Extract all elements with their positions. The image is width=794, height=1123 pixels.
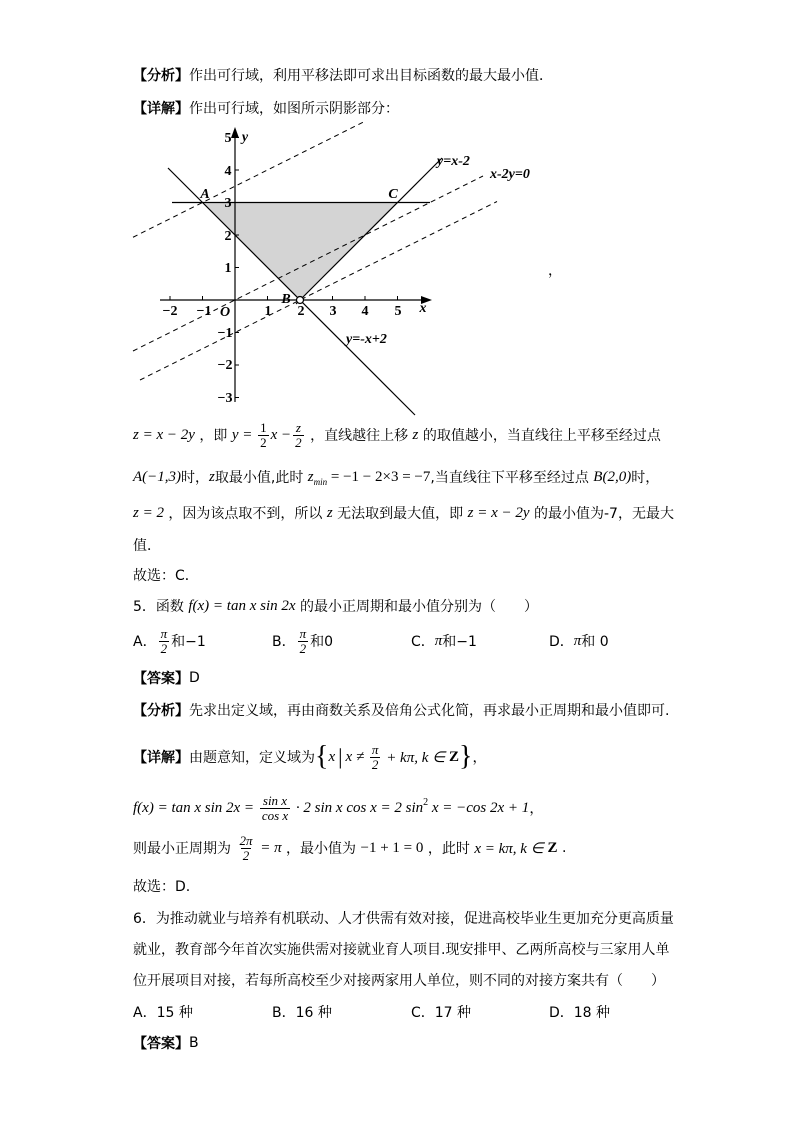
option-text: A．15 种 xyxy=(133,1005,193,1021)
q4-detail-line-1 xyxy=(133,417,661,453)
q5-conclusion xyxy=(133,868,190,904)
math: + kπ, k ∈ xyxy=(382,749,449,766)
x-tick-label: −1 xyxy=(196,304,212,319)
y-axis-arrow xyxy=(231,127,239,138)
text: 的最小正周期和最小值分别为（ ） xyxy=(295,599,538,615)
math: z xyxy=(209,468,215,485)
q4-analysis xyxy=(133,57,553,93)
objective-function: z = x − 2y xyxy=(133,426,195,443)
fraction-numerator: 1 xyxy=(260,419,267,435)
text: ， xyxy=(529,801,544,817)
math: z xyxy=(326,504,333,521)
math: f(x) = tan x sin 2x = xyxy=(133,799,258,816)
fraction-denominator: 2 xyxy=(371,756,379,772)
y-tick-label: 2 xyxy=(224,229,232,244)
point-a: A(−1,3) xyxy=(133,468,182,485)
set-brace-open: { xyxy=(315,741,329,772)
text: 值． xyxy=(133,538,161,554)
point-a-label: A xyxy=(200,187,210,202)
text: ，最小值为 xyxy=(281,841,361,857)
math: x ≠ xyxy=(345,748,368,765)
option-label: C． xyxy=(411,634,435,650)
line-label-x-minus-2y-0: x-2y=0 xyxy=(490,167,530,182)
y-tick-marks xyxy=(235,138,239,398)
text: ， xyxy=(472,750,487,766)
feasible-region-graph xyxy=(125,118,555,418)
set-bar: | xyxy=(338,744,343,769)
option-text: 和−1 xyxy=(171,634,206,650)
comma: ， xyxy=(548,263,562,279)
y-tick-label: −1 xyxy=(217,326,233,341)
analysis-text: 作出可行域，利用平移法即可求出目标函数的最大最小值． xyxy=(189,68,553,84)
math: · 2 sin x cos x = 2 sin xyxy=(292,799,424,816)
text: 5．函数 xyxy=(133,599,189,615)
text: ，直线越往上移 xyxy=(305,428,413,444)
text: ，即 xyxy=(194,428,232,444)
text: 取最小值,此时 xyxy=(214,470,308,486)
fraction-denominator: 2 xyxy=(160,640,168,656)
line-label-y-x-minus-2: y=x-2 xyxy=(437,154,470,169)
text: 时， xyxy=(181,470,210,486)
line-label-y-neg-x-plus-2: y=-x+2 xyxy=(346,332,387,347)
text: ，此时 xyxy=(423,841,475,857)
q5-detail xyxy=(133,739,486,775)
superscript: 2 xyxy=(423,797,429,808)
subscript: min xyxy=(313,477,328,487)
option-label: B． xyxy=(272,634,296,650)
x-tick-label: 2 xyxy=(297,304,305,319)
answer-value: B xyxy=(189,1035,199,1051)
q5-analysis xyxy=(133,692,669,728)
math: y = xyxy=(231,426,257,443)
function-expression: f(x) = tan x sin 2x xyxy=(188,597,296,614)
answer-value: D xyxy=(189,670,200,686)
math: x − xyxy=(270,426,292,443)
x-tick-label: 5 xyxy=(394,304,402,319)
objective-function: z = x − 2y xyxy=(467,504,530,521)
y-tick-label: 1 xyxy=(224,261,232,276)
x-tick-label: 3 xyxy=(329,304,337,319)
math: z xyxy=(307,468,314,485)
q6-option-d xyxy=(549,994,610,1030)
q6-option-b xyxy=(272,994,332,1030)
fraction-denominator: 2 xyxy=(299,640,307,656)
q5-option-c xyxy=(411,623,477,659)
option-text: 和−1 xyxy=(442,634,477,650)
point-b-open-circle xyxy=(297,297,304,304)
set-brace-close: } xyxy=(458,741,473,772)
option-value: π xyxy=(434,632,443,649)
fraction xyxy=(237,834,254,863)
text: 就业，教育部今年首次实施供需对接就业育人项目.现安排甲、乙两所高校与三家用人单 xyxy=(133,942,670,958)
q5-option-d xyxy=(549,623,609,659)
detail-text: 作出可行域，如图所示阴影部分： xyxy=(189,101,399,117)
fraction-denominator: 2 xyxy=(260,434,267,450)
q4-detail-line-3 xyxy=(133,495,674,531)
fraction-numerator: sin x xyxy=(262,792,288,808)
math: x = kπ, k ∈ xyxy=(474,840,548,857)
fraction-numerator: π xyxy=(160,625,168,641)
text: 位开展项目对接，若每所高校至少对接两家用人单位，则不同的对接方案共有（ ） xyxy=(133,973,665,989)
feasible-region xyxy=(203,203,398,301)
q5-equation-2 xyxy=(133,830,566,866)
point-b-label: B xyxy=(281,292,291,307)
q5-option-a xyxy=(133,623,206,659)
y-axis-label: y xyxy=(241,130,249,145)
option-text: 和0 xyxy=(310,634,334,650)
analysis-tag: 【分析】 xyxy=(133,68,189,84)
math: −1 + 1 = 0 xyxy=(360,839,424,856)
y-tick-label: 3 xyxy=(224,196,232,211)
q5-equation-1 xyxy=(133,790,543,826)
option-value: π xyxy=(573,632,582,649)
x-tick-label: −2 xyxy=(162,304,178,319)
fraction xyxy=(293,421,304,450)
math: z = 2 xyxy=(133,504,164,521)
answer-tag: 【答案】 xyxy=(133,1036,189,1052)
option-text: 和 0 xyxy=(581,634,609,650)
fraction xyxy=(370,743,381,772)
text: 故选：D. xyxy=(133,879,191,895)
integer-set-symbol: Z xyxy=(547,839,558,856)
text: ,当直线往下平移至经过点 xyxy=(430,470,594,486)
x-tick-label: 4 xyxy=(361,304,369,319)
fraction-numerator: π xyxy=(299,625,307,641)
integer-set-symbol: Z xyxy=(448,748,459,765)
answer-tag: 【答案】 xyxy=(133,671,189,687)
analysis-text: 先求出定义域，再由商数关系及倍角公式化简，再求最小正周期和最小值即可. xyxy=(189,703,670,719)
math: = π xyxy=(256,839,282,856)
y-tick-label: −2 xyxy=(217,358,233,373)
fraction-numerator: z xyxy=(295,419,301,435)
fraction-numerator: π xyxy=(371,741,379,757)
detail-tag: 【详解】 xyxy=(133,101,189,117)
math: z xyxy=(412,426,419,443)
option-text: B．16 种 xyxy=(272,1005,332,1021)
q6-answer xyxy=(133,1025,199,1061)
option-label: A． xyxy=(133,634,157,650)
fraction xyxy=(159,627,170,656)
graph-trailing-comma xyxy=(548,252,562,288)
fraction xyxy=(260,794,290,823)
fraction-denominator: 2 xyxy=(242,847,250,863)
origin-label: O xyxy=(219,305,231,320)
y-tick-label: −3 xyxy=(217,391,233,406)
q6-option-c xyxy=(411,994,471,1030)
math: = −1 − 2×3 = −7 xyxy=(327,468,431,485)
option-label: D． xyxy=(549,634,574,650)
text: 故选：C． xyxy=(133,568,199,584)
point-b: B(2,0) xyxy=(593,468,632,485)
q5-option-b xyxy=(272,623,333,659)
text: 的取值越小，当直线往上平移至经过点 xyxy=(418,428,661,444)
y-tick-label: 4 xyxy=(224,164,232,179)
y-tick-label: 5 xyxy=(224,131,232,146)
x-tick-label: 1 xyxy=(264,304,272,319)
math: x = −cos 2x + 1 xyxy=(428,799,530,816)
fraction xyxy=(298,627,309,656)
detail-tag: 【详解】 xyxy=(133,750,189,766)
fraction-numerator: 2π xyxy=(239,832,253,848)
point-c-label: C xyxy=(388,187,398,202)
q4-detail-line-2 xyxy=(133,459,659,495)
text: 的最小值为-7，无最大 xyxy=(529,506,674,522)
text: . xyxy=(557,840,567,856)
x-axis-label: x xyxy=(419,301,427,316)
set-variable: x xyxy=(328,748,336,765)
q5-stem xyxy=(133,588,538,624)
q5-answer xyxy=(133,660,200,696)
text: ，因为该点取不到，所以 xyxy=(163,506,327,522)
text: 无法取到最大值，即 xyxy=(332,506,468,522)
q6-stem-line-3 xyxy=(133,962,665,998)
option-text: C．17 种 xyxy=(411,1005,472,1021)
fraction-denominator: 2 xyxy=(295,434,302,450)
option-text: D．18 种 xyxy=(549,1005,611,1021)
text: 则最小正周期为 xyxy=(133,841,236,857)
analysis-tag: 【分析】 xyxy=(133,703,189,719)
text: 由题意知，定义域为 xyxy=(189,750,315,766)
fraction xyxy=(258,421,269,450)
fraction-denominator: cos x xyxy=(261,807,289,823)
text: 时， xyxy=(631,470,660,486)
text: 6．为推动就业与培养有机联动、人才供需有效对接，促进高校毕业生更加充分更高质量 xyxy=(133,911,674,927)
